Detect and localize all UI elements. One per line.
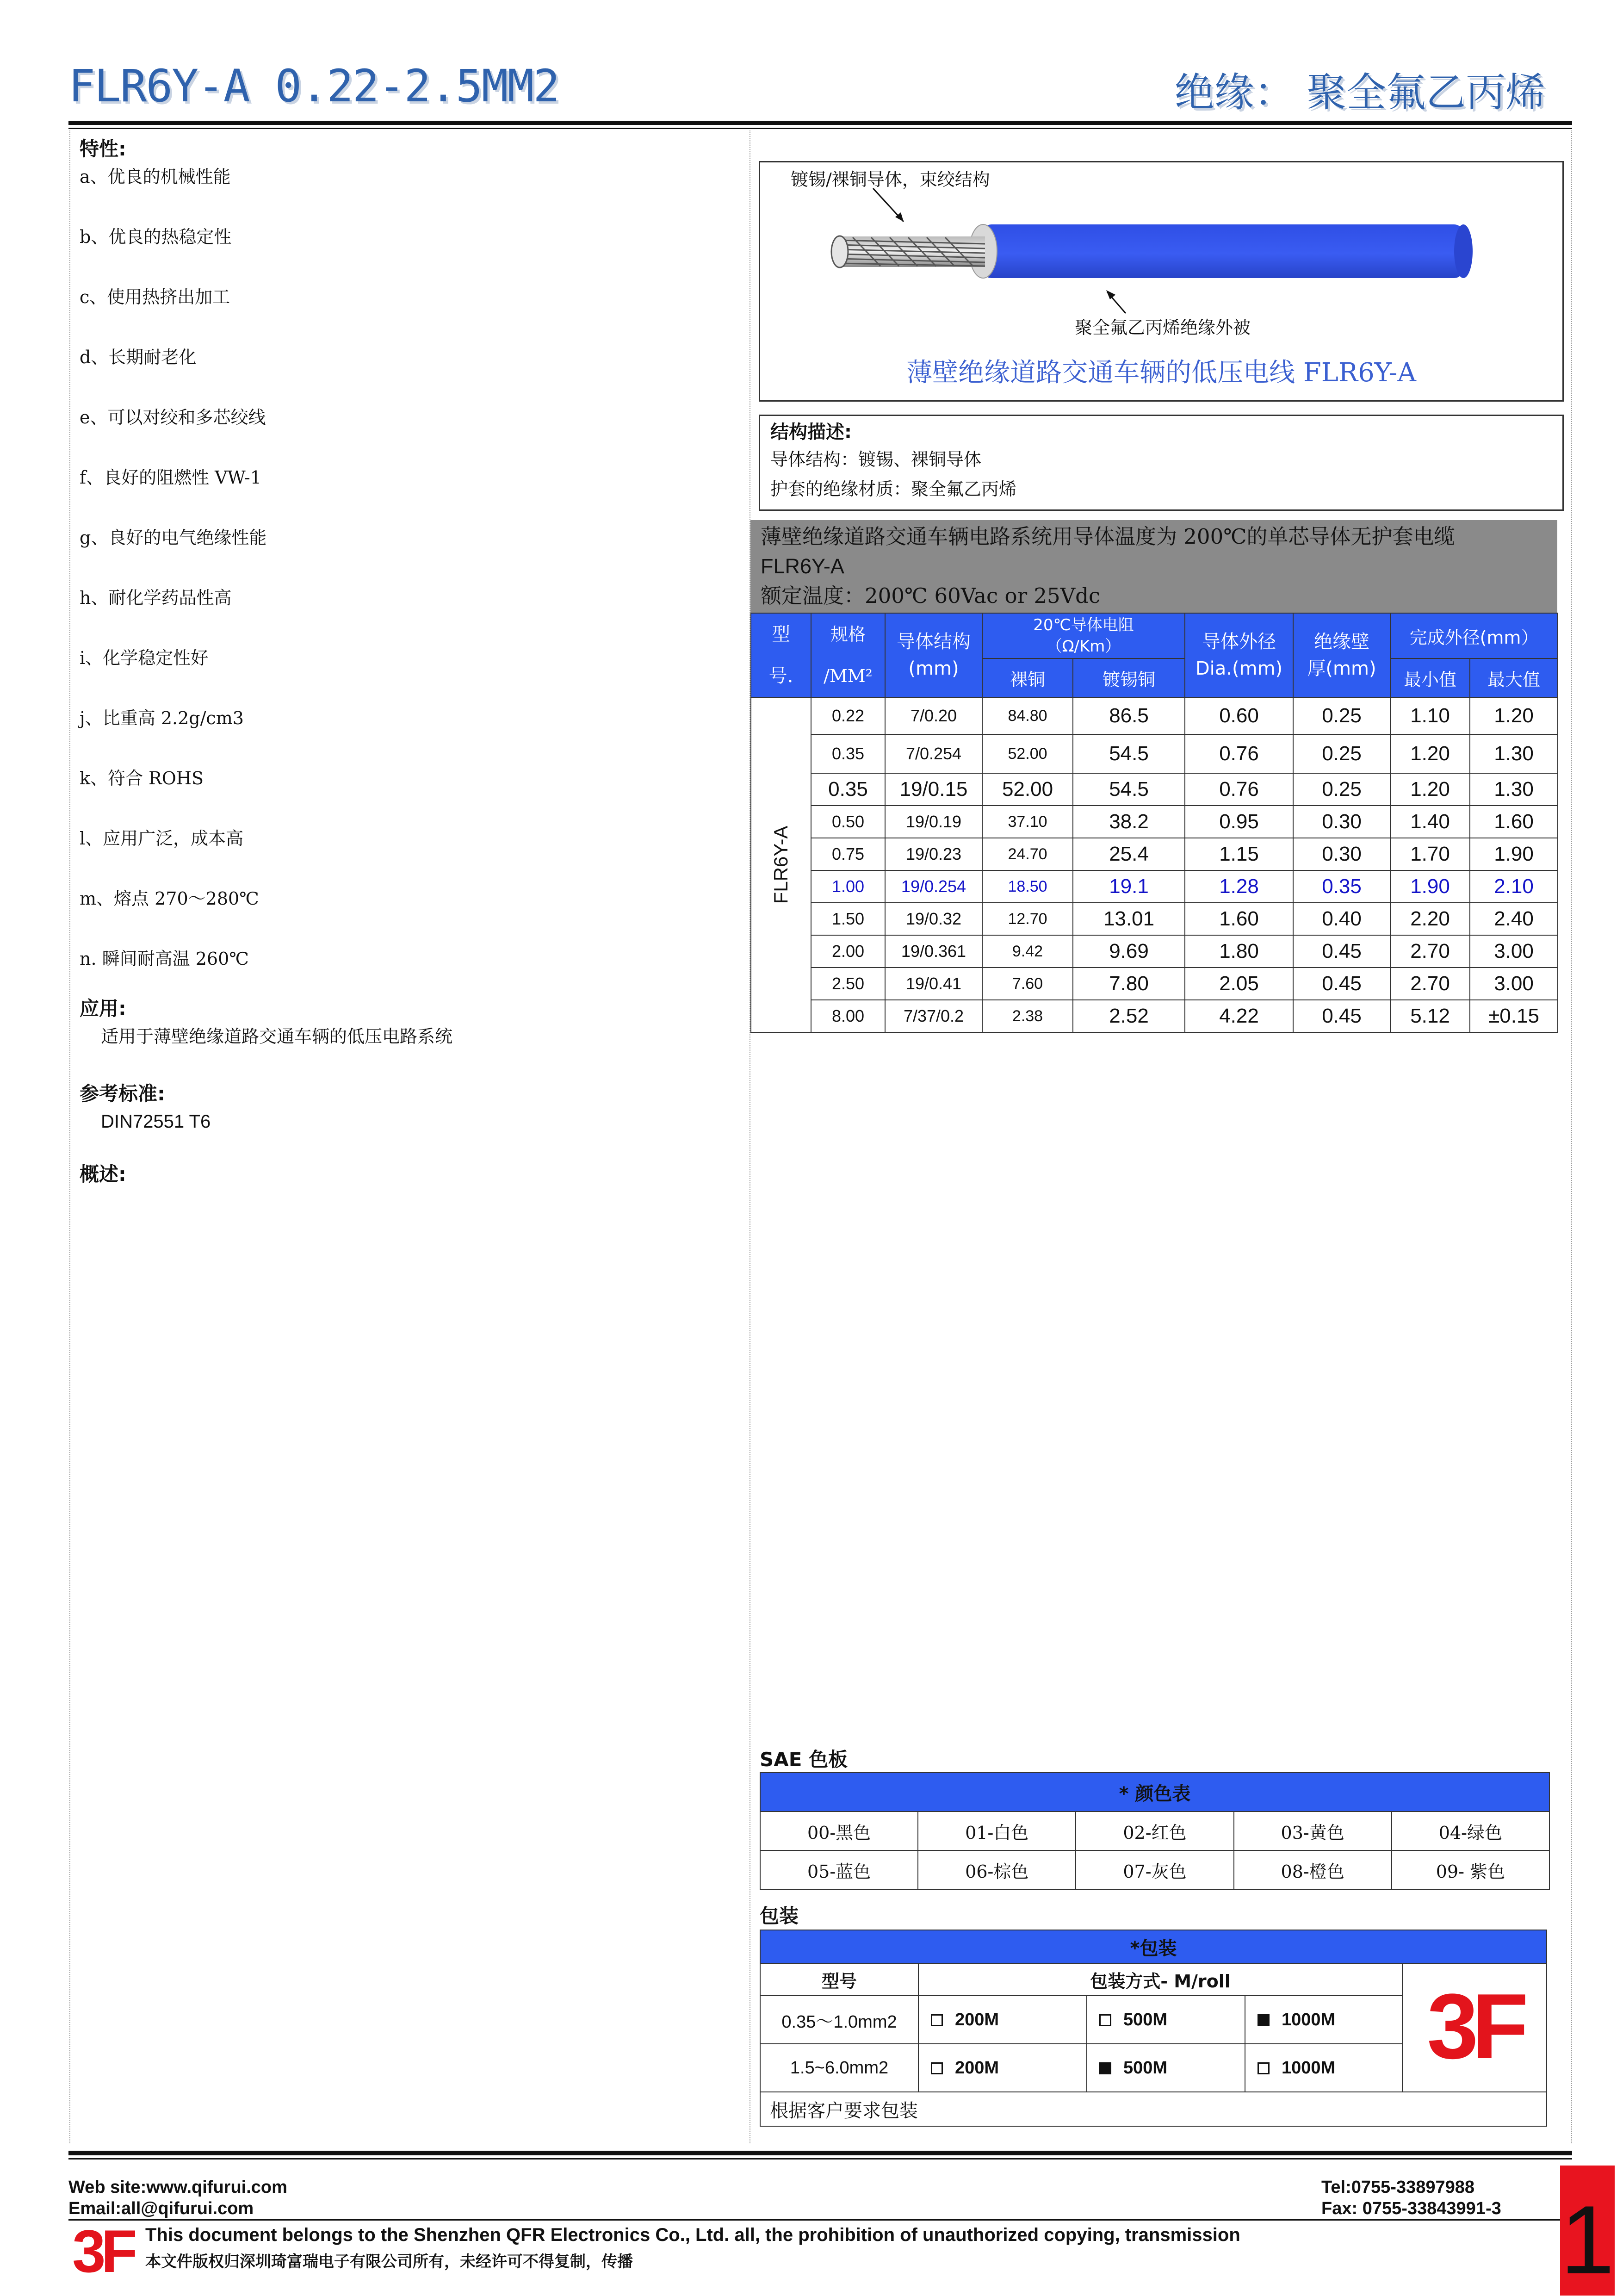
col-bare-copper: 裸铜: [982, 658, 1073, 697]
spec-cell: 7/0.254: [885, 734, 982, 773]
spec-cell: 0.25: [1293, 773, 1390, 806]
spec-cell: 0.95: [1185, 806, 1293, 838]
spec-cell: 5.12: [1390, 1000, 1470, 1032]
spec-cell: 1.90: [1470, 838, 1558, 870]
color-cell: 03-黄色: [1234, 1812, 1392, 1850]
spec-cell: 0.60: [1185, 697, 1293, 734]
spec-table-header: [750, 520, 1557, 613]
spec-cell: 19.1: [1073, 870, 1185, 903]
frame-left-border: [69, 130, 70, 2143]
features-list: [80, 163, 737, 995]
spec-cell: 19/0.32: [885, 903, 982, 935]
color-cell: 07-灰色: [1076, 1850, 1233, 1889]
spec-cell: 12.70: [982, 903, 1073, 935]
spec-cell: 9.69: [1073, 935, 1185, 968]
spec-row: [751, 1000, 1558, 1032]
spec-cell: 0.45: [1293, 1000, 1390, 1032]
spec-cell: 7.60: [982, 968, 1073, 1000]
color-cell: 01-白色: [918, 1812, 1076, 1850]
cable-diagram-box: [759, 161, 1564, 402]
spec-cell: 0.22: [811, 697, 885, 734]
feature-item: c、使用热挤出加工: [80, 287, 230, 307]
insulation-label: 聚全氟乙丙烯绝缘外被: [1075, 317, 1251, 338]
jacket-end: [1454, 224, 1473, 278]
feature-item: h、耐化学药品性高: [80, 588, 232, 608]
spec-cell: 4.22: [1185, 1000, 1293, 1032]
spec-cell: 1.28: [1185, 870, 1293, 903]
spec-cell: 7.80: [1073, 968, 1185, 1000]
spec-row: [751, 870, 1558, 903]
spec-cell: 2.00: [811, 935, 885, 968]
col-min: 最小值: [1390, 658, 1470, 697]
color-cell: 02-红色: [1076, 1812, 1233, 1850]
spec-cell: 3.00: [1470, 968, 1558, 1000]
spec-cell: 0.45: [1293, 935, 1390, 968]
packaging-model-header: 型号: [760, 1963, 918, 1996]
color-cell: 04-绿色: [1392, 1812, 1549, 1850]
spec-cell: 84.80: [982, 697, 1073, 734]
spec-cell: 13.01: [1073, 903, 1185, 935]
footer-divider: [68, 2219, 1560, 2221]
footer-fax: Fax: 0755-33843991-3: [1321, 2199, 1501, 2218]
feature-item: b、优良的热稳定性: [80, 227, 232, 247]
spec-cell: 19/0.19: [885, 806, 982, 838]
spec-cell: 54.5: [1073, 734, 1185, 773]
feature-item: a、优良的机械性能: [80, 167, 231, 187]
spec-cell: 0.35: [811, 734, 885, 773]
left-column: [80, 135, 737, 1188]
feature-item: l、应用广泛，成本高: [80, 828, 244, 849]
spec-cell: 1.40: [1390, 806, 1470, 838]
spec-cell: 1.60: [1185, 903, 1293, 935]
color-chart-label: SAE 色板: [760, 1748, 848, 1771]
packaging-option[interactable]: 200M: [918, 1996, 1087, 2044]
spec-cell: 52.00: [982, 734, 1073, 773]
footer-email: Email:all@qifurui.com: [68, 2199, 254, 2218]
spec-cell: 2.70: [1390, 968, 1470, 1000]
spec-row: [751, 935, 1558, 968]
structure-description-box: [759, 415, 1564, 511]
color-cell: 05-蓝色: [760, 1850, 918, 1889]
footer-logo-text: 3F: [72, 2221, 133, 2277]
color-chart-title: * 颜色表: [760, 1773, 1549, 1812]
feature-item: f、良好的阻燃性 VW-1: [80, 467, 261, 488]
feature-item: d、长期耐老化: [80, 347, 197, 367]
conductor-label: 镀锡/裸铜导体，束绞结构: [791, 169, 990, 190]
packaging-title: *包装: [760, 1930, 1547, 1963]
checkbox-checked-icon[interactable]: [1258, 2014, 1270, 2026]
spec-cell: 2.50: [811, 968, 885, 1000]
color-cell: 06-棕色: [918, 1850, 1076, 1889]
spec-cell: 24.70: [982, 838, 1073, 870]
packaging-table: [760, 1930, 1547, 2127]
structure-heading: 结构描述:: [770, 422, 852, 443]
spec-table-body: [751, 697, 1558, 1032]
spec-cell: 1.60: [1470, 806, 1558, 838]
spec-cell: 7/0.20: [885, 697, 982, 734]
color-cell: 00-黑色: [760, 1812, 918, 1850]
footer-copyright-en: This document belongs to the Shenzhen QFR Electronics Co., Ltd. all, the prohibition of unauthorized copying, transmission: [145, 2225, 1240, 2245]
spec-cell: 2.20: [1390, 903, 1470, 935]
application-text: 适用于薄壁绝缘道路交通车辆的低压电路系统: [101, 1026, 453, 1047]
feature-item: e、可以对绞和多芯绞线: [80, 407, 266, 428]
feature-item: i、化学稳定性好: [80, 648, 209, 668]
page-number-badge: [1560, 2166, 1615, 2296]
spec-cell: 1.90: [1390, 870, 1470, 903]
spec-cell: 2.40: [1470, 903, 1558, 935]
frame-right-border: [1571, 130, 1572, 2143]
packaging-model: 1.5~6.0mm2: [760, 2044, 918, 2092]
spec-cell: 1.20: [1470, 697, 1558, 734]
col-tinned-copper: 镀锡铜: [1073, 658, 1185, 697]
footer-tel: Tel:0755-33897988: [1321, 2178, 1474, 2197]
checkbox-checked-icon[interactable]: [1099, 2062, 1111, 2074]
spec-cell: 3.00: [1470, 935, 1558, 968]
model-name-cell: [751, 697, 811, 1032]
footer-rule-thin: [68, 2158, 1572, 2159]
spec-row: [751, 734, 1558, 773]
spec-cell: 8.00: [811, 1000, 885, 1032]
feature-item: n. 瞬间耐高温 260℃: [80, 949, 249, 969]
color-cell: 08-橙色: [1234, 1850, 1392, 1889]
spec-cell: 0.25: [1293, 697, 1390, 734]
spec-cell: 2.10: [1470, 870, 1558, 903]
spec-cell: ±0.15: [1470, 1000, 1558, 1032]
conductor-end: [831, 236, 848, 267]
header-rule-thin: [68, 128, 1572, 129]
spec-row: [751, 968, 1558, 1000]
spec-cell: 2.52: [1073, 1000, 1185, 1032]
header-rule: [68, 121, 1572, 125]
spec-cell: 1.80: [1185, 935, 1293, 968]
spec-cell: 0.40: [1293, 903, 1390, 935]
spec-cell: 2.38: [982, 1000, 1073, 1032]
spec-cell: 0.30: [1293, 806, 1390, 838]
checkbox-icon[interactable]: [931, 2014, 943, 2026]
spec-row: [751, 773, 1558, 806]
footer-copyright-cn: 本文件版权归深圳琦富瑞电子有限公司所有，未经许可不得复制，传播: [145, 2253, 633, 2271]
feature-item: k、符合 ROHS: [80, 768, 204, 788]
spec-cell: 1.30: [1470, 773, 1558, 806]
spec-cell: 54.5: [1073, 773, 1185, 806]
spec-cell: 0.76: [1185, 734, 1293, 773]
qfr-logo: [1421, 1980, 1528, 2072]
footer-logo: [70, 2221, 135, 2277]
application-heading: 应用:: [80, 997, 126, 1020]
spec-cell: 1.70: [1390, 838, 1470, 870]
packaging-option[interactable]: 500M: [1087, 1996, 1245, 2044]
spec-cell: 19/0.15: [885, 773, 982, 806]
col-size: 规格 /MM²: [811, 613, 885, 697]
spec-cell: 1.00: [811, 870, 885, 903]
spec-cell: 0.25: [1293, 734, 1390, 773]
spec-cell: 25.4: [1073, 838, 1185, 870]
spec-cell: 52.00: [982, 773, 1073, 806]
page-number: 1: [1560, 2185, 1615, 2294]
packaging-logo-cell: [1402, 1963, 1547, 2092]
diagram-caption: 薄壁绝缘道路交通车辆的低压电线 FLR6Y-A: [906, 358, 1416, 388]
standard-text: DIN72551 T6: [101, 1111, 211, 1132]
insulation-jacket: [982, 224, 1463, 278]
spec-cell: 1.20: [1390, 773, 1470, 806]
spec-cell: 0.75: [811, 838, 885, 870]
packaging-option[interactable]: 500M: [1087, 2044, 1245, 2092]
col-insulation-wall: 绝缘壁 厚(mm): [1293, 613, 1390, 697]
color-cell: 09- 紫色: [1392, 1850, 1549, 1889]
document-title: FLR6Y-A 0.22-2.5MM2: [68, 60, 559, 112]
packaging-option[interactable]: 1000M: [1245, 2044, 1402, 2092]
spec-cell: 19/0.254: [885, 870, 982, 903]
spec-cell: 1.15: [1185, 838, 1293, 870]
overview-heading: 概述:: [80, 1163, 126, 1185]
spec-cell: 0.35: [811, 773, 885, 806]
spec-cell: 19/0.23: [885, 838, 982, 870]
spec-cell: 37.10: [982, 806, 1073, 838]
feature-item: g、良好的电气绝缘性能: [80, 527, 267, 548]
spec-cell: 0.45: [1293, 968, 1390, 1000]
packaging-option[interactable]: 1000M: [1245, 1996, 1402, 2044]
spec-cell: 18.50: [982, 870, 1073, 903]
col-max: 最大值: [1470, 658, 1558, 697]
footer-rule: [68, 2151, 1572, 2155]
spec-header-model: FLR6Y-A: [761, 554, 844, 578]
packaging-model: 0.35～1.0mm2: [760, 1996, 918, 2044]
spec-cell: 86.5: [1073, 697, 1185, 734]
packaging-note: 根据客户要求包装: [760, 2092, 1547, 2126]
spec-cell: 1.10: [1390, 697, 1470, 734]
col-conductor-od: 导体外径 Dia.(mm): [1185, 613, 1293, 697]
spec-cell: 7/37/0.2: [885, 1000, 982, 1032]
packaging-option[interactable]: 200M: [918, 2044, 1087, 2092]
insulation-title: 绝缘： 聚全氟乙丙烯: [1174, 69, 1545, 116]
spec-cell: 0.30: [1293, 838, 1390, 870]
col-model: 型 号.: [751, 613, 811, 697]
spec-cell: 2.70: [1390, 935, 1470, 968]
checkbox-icon[interactable]: [1099, 2014, 1111, 2026]
spec-row: [751, 806, 1558, 838]
color-chart-table: [760, 1772, 1550, 1890]
spec-cell: 0.76: [1185, 773, 1293, 806]
spec-table: [750, 613, 1558, 1033]
structure-conductor: 导体结构：镀锡、裸铜导体: [770, 449, 982, 470]
checkbox-icon[interactable]: [931, 2062, 943, 2074]
col-structure: 导体结构 (mm): [885, 613, 982, 697]
spec-cell: 0.35: [1293, 870, 1390, 903]
spec-cell: 1.20: [1390, 734, 1470, 773]
footer-website: Web site:www.qifurui.com: [68, 2178, 287, 2197]
spec-row: [751, 697, 1558, 734]
model-name-label: FLR6Y-A: [770, 825, 792, 904]
feature-item: m、熔点 270～280℃: [80, 888, 259, 909]
spec-cell: 0.50: [811, 806, 885, 838]
spec-cell: 19/0.41: [885, 968, 982, 1000]
checkbox-icon[interactable]: [1258, 2062, 1270, 2074]
spec-header-description: 薄壁绝缘道路交通车辆电路系统用导体温度为 200℃的单芯导体无护套电缆: [761, 524, 1455, 549]
spec-cell: 1.30: [1470, 734, 1558, 773]
spec-cell: 2.05: [1185, 968, 1293, 1000]
spec-header-rating: 额定温度：200℃ 60Vac or 25Vdc: [761, 583, 1101, 608]
packaging-method-header: 包装方式- M/roll: [918, 1963, 1402, 1996]
spec-row: [751, 903, 1558, 935]
logo-text: 3F: [1427, 1979, 1522, 2072]
spec-cell: 38.2: [1073, 806, 1185, 838]
spec-cell: 19/0.361: [885, 935, 982, 968]
features-heading: 特性:: [80, 137, 126, 160]
packaging-label: 包装: [760, 1905, 799, 1927]
col-resistance: 20℃导体电阻 （Ω/Km）: [982, 613, 1185, 658]
spec-cell: 9.42: [982, 935, 1073, 968]
col-finished-od: 完成外径(mm）: [1390, 613, 1558, 658]
structure-material: 护套的绝缘材质：聚全氟乙丙烯: [770, 479, 1017, 499]
feature-item: j、比重高 2.2g/cm3: [80, 708, 244, 728]
spec-row: [751, 838, 1558, 870]
standard-heading: 参考标准:: [80, 1082, 165, 1105]
spec-cell: 1.50: [811, 903, 885, 935]
